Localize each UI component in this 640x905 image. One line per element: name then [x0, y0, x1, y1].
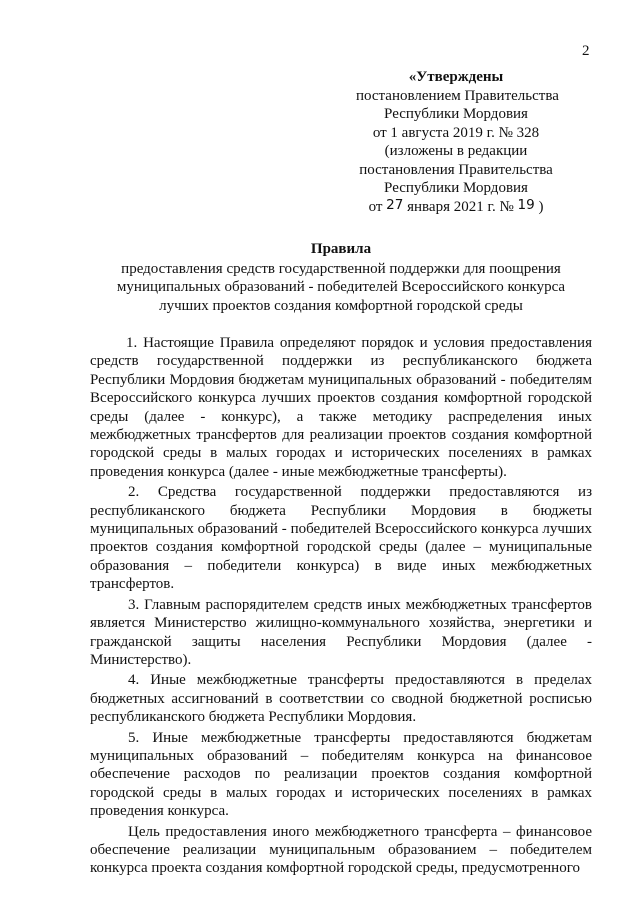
- paragraph: 5. Иные межбюджетные трансферты предоставляются бюджетам муниципальных образований – победителям конкурса на финансовое обеспечение расходов по реализации проектов создания комфортной городской среды в малых городах и исторических поселениях в рамках проведения конкурса.: [90, 729, 592, 820]
- approval-line: постановления Правительства: [359, 161, 553, 178]
- page-number: 2: [582, 43, 590, 59]
- approval-number: 19: [517, 196, 535, 213]
- paragraph: Цель предоставления иного межбюджетного трансферта – финансовое обеспечение реализации муниципальным образованием – победителем конкурса проекта создания комфортной городской среды, предусмотренного: [90, 823, 592, 877]
- approval-line: Республики Мордовия: [384, 106, 528, 122]
- approval-line: (изложены в редакции: [384, 143, 528, 159]
- subtitle-line: лучших проектов создания комфортной городской среды: [159, 297, 523, 314]
- approval-closing: ): [538, 198, 544, 215]
- approval-line: постановлением Правительства: [356, 87, 559, 104]
- approval-date-prefix: от: [368, 198, 383, 215]
- paragraph: 1. Настоящие Правила определяют порядок и условия предоставления средств государственной поддержки из республиканского бюджета Республики Мордовия бюджетам муниципальных образований - победителям Всероссийского конкурса лучших проектов создания комфортной городской среды (далее - конкурс), а также методику распределения иных межбюджетных трансфертов для реализации проектов создания комфортной городской среды в малых городах и исторических поселениях в рамках проведения конкурса (далее - иные межбюджетные трансферты).: [90, 335, 592, 480]
- approval-date-day: 27: [386, 196, 404, 213]
- approval-date-line: [356, 198, 556, 217]
- title-main: Правила: [310, 241, 372, 257]
- approval-line: Республики Мордовия: [384, 180, 528, 196]
- document-body: [90, 334, 592, 880]
- subtitle-line: муниципальных образований - победителей Всероссийского конкурса: [116, 279, 566, 295]
- paragraph: 3. Главным распорядителем средств иных межбюджетных трансфертов является Министерство жилищно-коммунального хозяйства, энергетики и гражданской защиты населения Республики Мордовия (далее - Министерство).: [90, 596, 592, 668]
- approval-date-rest: января 2021 г. №: [407, 198, 514, 215]
- approval-heading: «Утверждены: [408, 69, 504, 85]
- approval-block: [356, 68, 559, 216]
- approval-line: от 1 августа 2019 г. № 328: [372, 124, 540, 141]
- paragraph: 4. Иные межбюджетные трансферты предоставляются в пределах бюджетных ассигнований в соответствии со сводной бюджетной росписью республиканского бюджета Республики Мордовия.: [90, 672, 592, 726]
- paragraph: 2. Средства государственной поддержки предоставляются из республиканского бюджета Республики Мордовия в бюджеты муниципальных образований - победителей Всероссийского конкурса лучших проектов создания комфортной городской среды (далее – муниципальные образования – победители конкурса) в виде иных межбюджетных трансфертов.: [90, 484, 592, 593]
- subtitle-line: предоставления средств государственной поддержки для поощрения: [121, 260, 561, 277]
- document-title: [90, 240, 592, 315]
